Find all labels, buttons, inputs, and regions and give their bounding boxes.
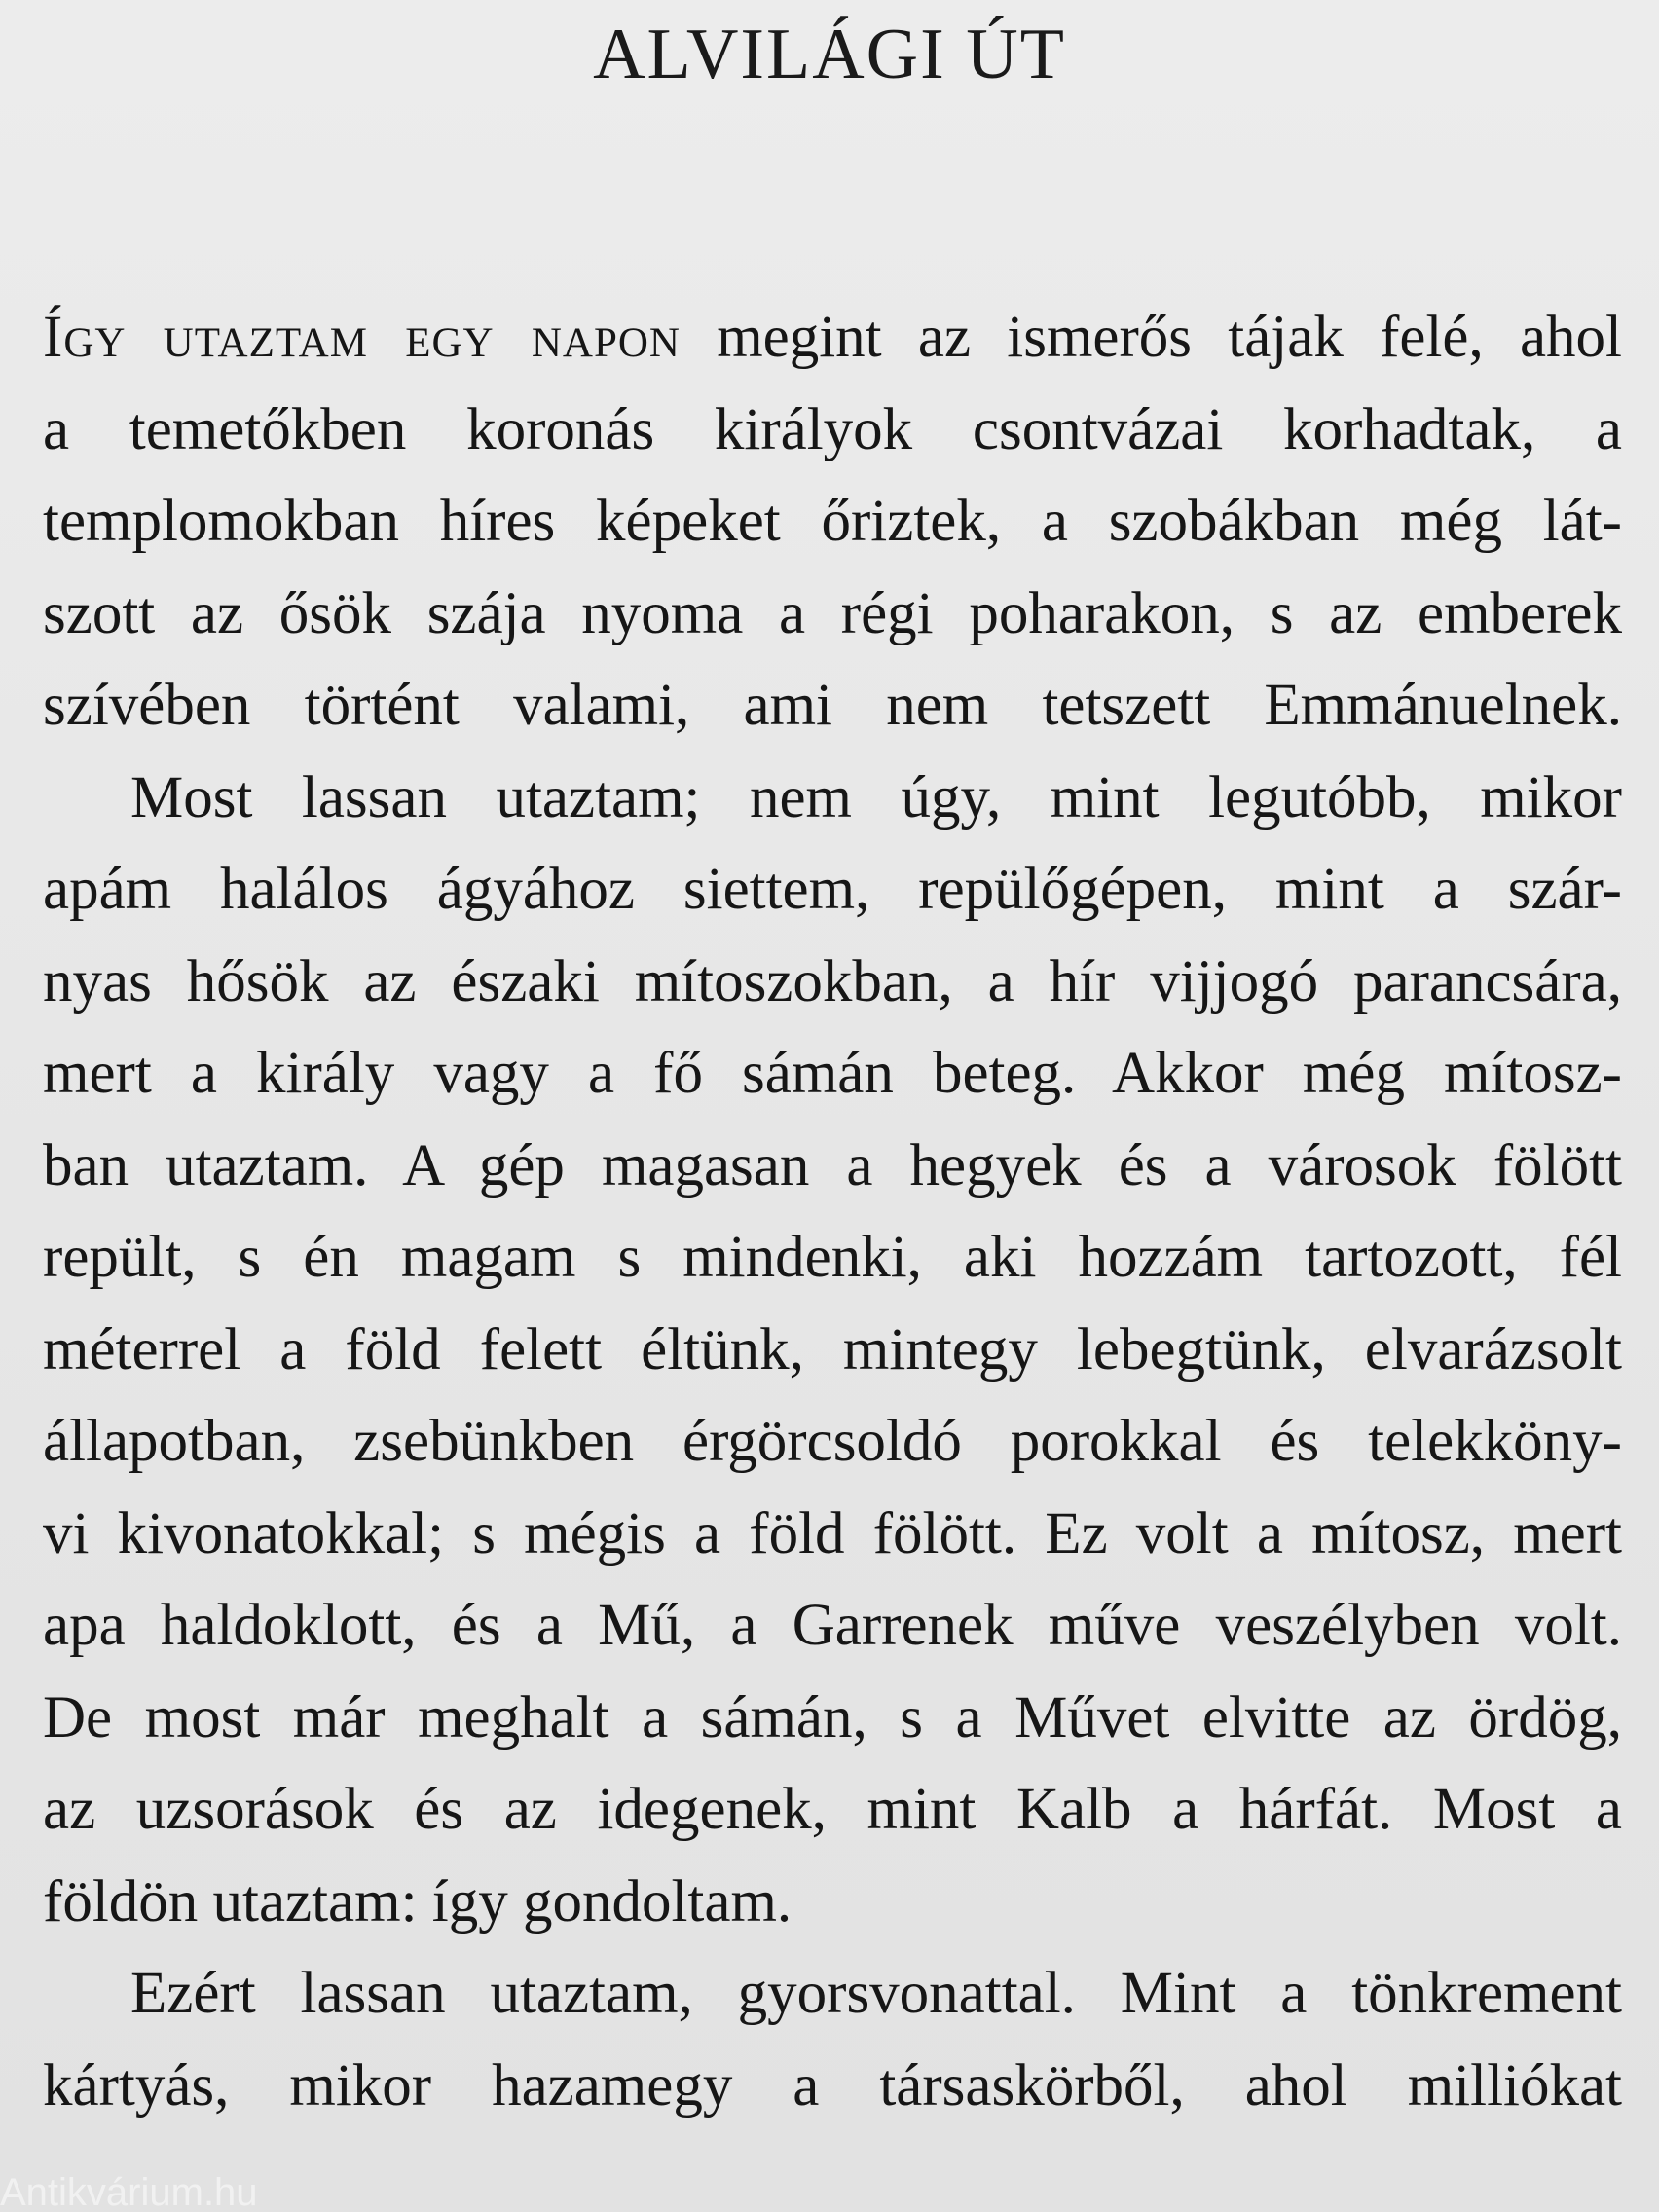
text-line	[43, 292, 1622, 385]
text-line: méterrel a föld felett éltünk, mintegy lebegtünk, elvarázsolt	[43, 1316, 1622, 1382]
text-line: a temetőkben koronás királyok csontvázai korhadtak, a	[43, 396, 1622, 462]
text-line: Most lassan utaztam; nem úgy, mint legutóbb, mikor	[130, 764, 1622, 830]
text-line: apa haldoklott, és a Mű, a Garrenek műve veszélyben volt.	[43, 1593, 1622, 1658]
paragraph-lead-small-caps: Így utaztam egy napon	[43, 305, 681, 370]
text-line: repült, s én magam s mindenki, aki hozzám tartozott, fél	[43, 1225, 1622, 1290]
body-text	[43, 292, 1622, 2132]
text-line-rest: megint az ismerős tájak felé, ahol	[680, 305, 1622, 370]
text-line: nyas hősök az északi mítoszokban, a hír vijjogó parancsára,	[43, 948, 1622, 1014]
watermark: Antikvárium.hu	[0, 2173, 258, 2212]
text-line: szívében történt valami, ami nem tetszett Emmánuelnek.	[43, 673, 1622, 738]
text-line: vi kivonatokkal; s mégis a föld fölött. Ez volt a mítosz, mert	[43, 1500, 1622, 1567]
chapter-title: ALVILÁGI ÚT	[593, 15, 1066, 94]
text-line: szott az ősök szája nyoma a régi poharakon, s az emberek	[43, 580, 1622, 646]
text-line: földön utaztam: így gondoltam.	[43, 1868, 793, 1935]
text-line: apám halálos ágyához siettem, repülőgépen, mint a szár-	[43, 857, 1622, 922]
text-line: mert a király vagy a fő sámán beteg. Akkor még mítosz-	[43, 1041, 1622, 1106]
text-line: ban utaztam. A gép magasan a hegyek és a városok fölött	[43, 1132, 1622, 1198]
text-line: templomokban híres képeket őriztek, a szobákban még lát-	[43, 489, 1622, 554]
text-line: Ezért lassan utaztam, gyorsvonattal. Mint a tönkrement	[130, 1961, 1622, 2026]
text-line: De most már meghalt a sámán, s a Művet elvitte az ördög,	[43, 1684, 1622, 1751]
text-line: állapotban, zsebünkben érgörcsoldó porokkal és telekköny-	[43, 1409, 1622, 1474]
text-line: kártyás, mikor hazamegy a társaskörből, ahol milliókat	[43, 2052, 1622, 2119]
text-line: az uzsorások és az idegenek, mint Kalb a hárfát. Most a	[43, 1777, 1622, 1842]
